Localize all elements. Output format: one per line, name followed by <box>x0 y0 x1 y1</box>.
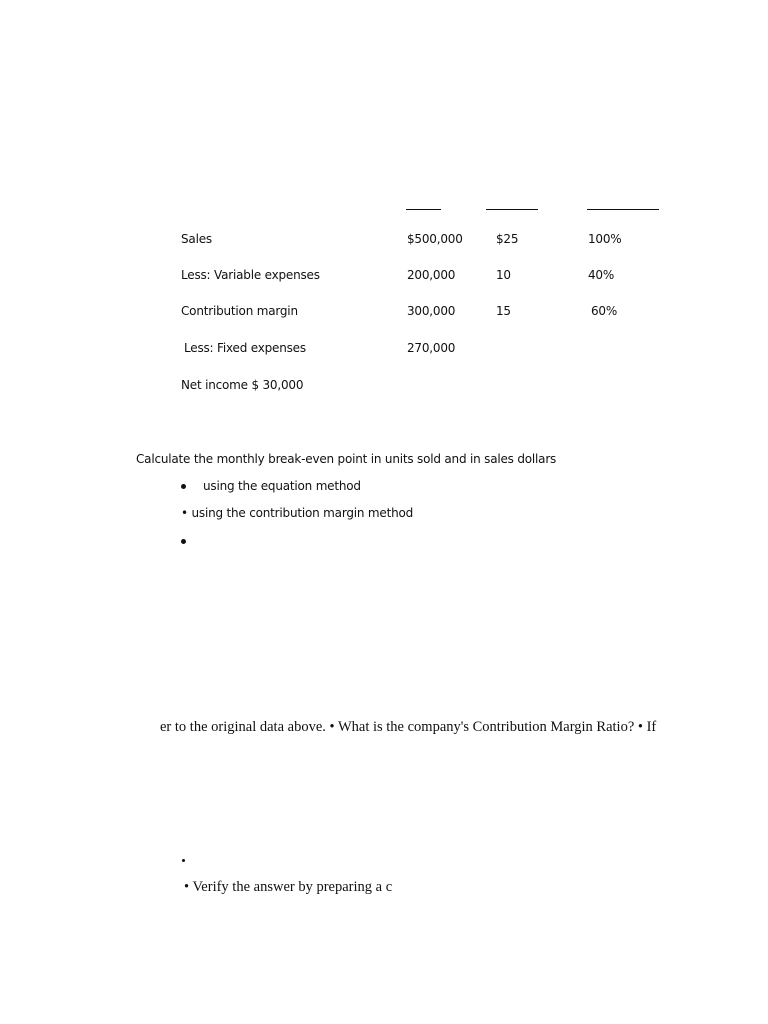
column-header-rule-percent <box>587 209 659 210</box>
column-header-rule-per-unit <box>486 209 538 210</box>
sales-per-unit: $25 <box>496 232 519 246</box>
contribution-margin-total: 300,000 <box>407 304 456 318</box>
row-label-contribution-margin: Contribution margin <box>181 304 298 318</box>
verify-line: • Verify the answer by preparing a c <box>184 879 393 895</box>
bullet-equation-method: using the equation method <box>203 479 361 493</box>
bullet-contribution-margin-method: • using the contribution margin method <box>181 506 414 520</box>
row-label-fixed-expenses: Less: Fixed expenses <box>184 341 306 355</box>
contribution-margin-per-unit: 15 <box>496 304 511 318</box>
variable-expenses-percent: 40% <box>588 268 615 282</box>
fixed-expenses-total: 270,000 <box>407 341 456 355</box>
column-header-rule-total <box>406 209 441 210</box>
row-label-sales: Sales <box>181 232 212 246</box>
row-label-variable-expenses: Less: Variable expenses <box>181 268 320 282</box>
bullet-dot-empty <box>181 539 186 544</box>
sales-percent: 100% <box>588 232 622 246</box>
question-prompt: Calculate the monthly break-even point in units sold and in sales dollars <box>136 452 557 466</box>
variable-expenses-per-unit: 10 <box>496 268 511 282</box>
fragment-line: er to the original data above. • What is the company's Contribution Margin Ratio? • If <box>160 719 657 735</box>
contribution-margin-percent: 60% <box>591 304 618 318</box>
variable-expenses-total: 200,000 <box>407 268 456 282</box>
bullet-dot-small <box>182 859 185 862</box>
row-label-net-income: Net income $ 30,000 <box>181 378 304 392</box>
bullet-dot <box>181 484 186 489</box>
sales-total: $500,000 <box>407 232 463 246</box>
